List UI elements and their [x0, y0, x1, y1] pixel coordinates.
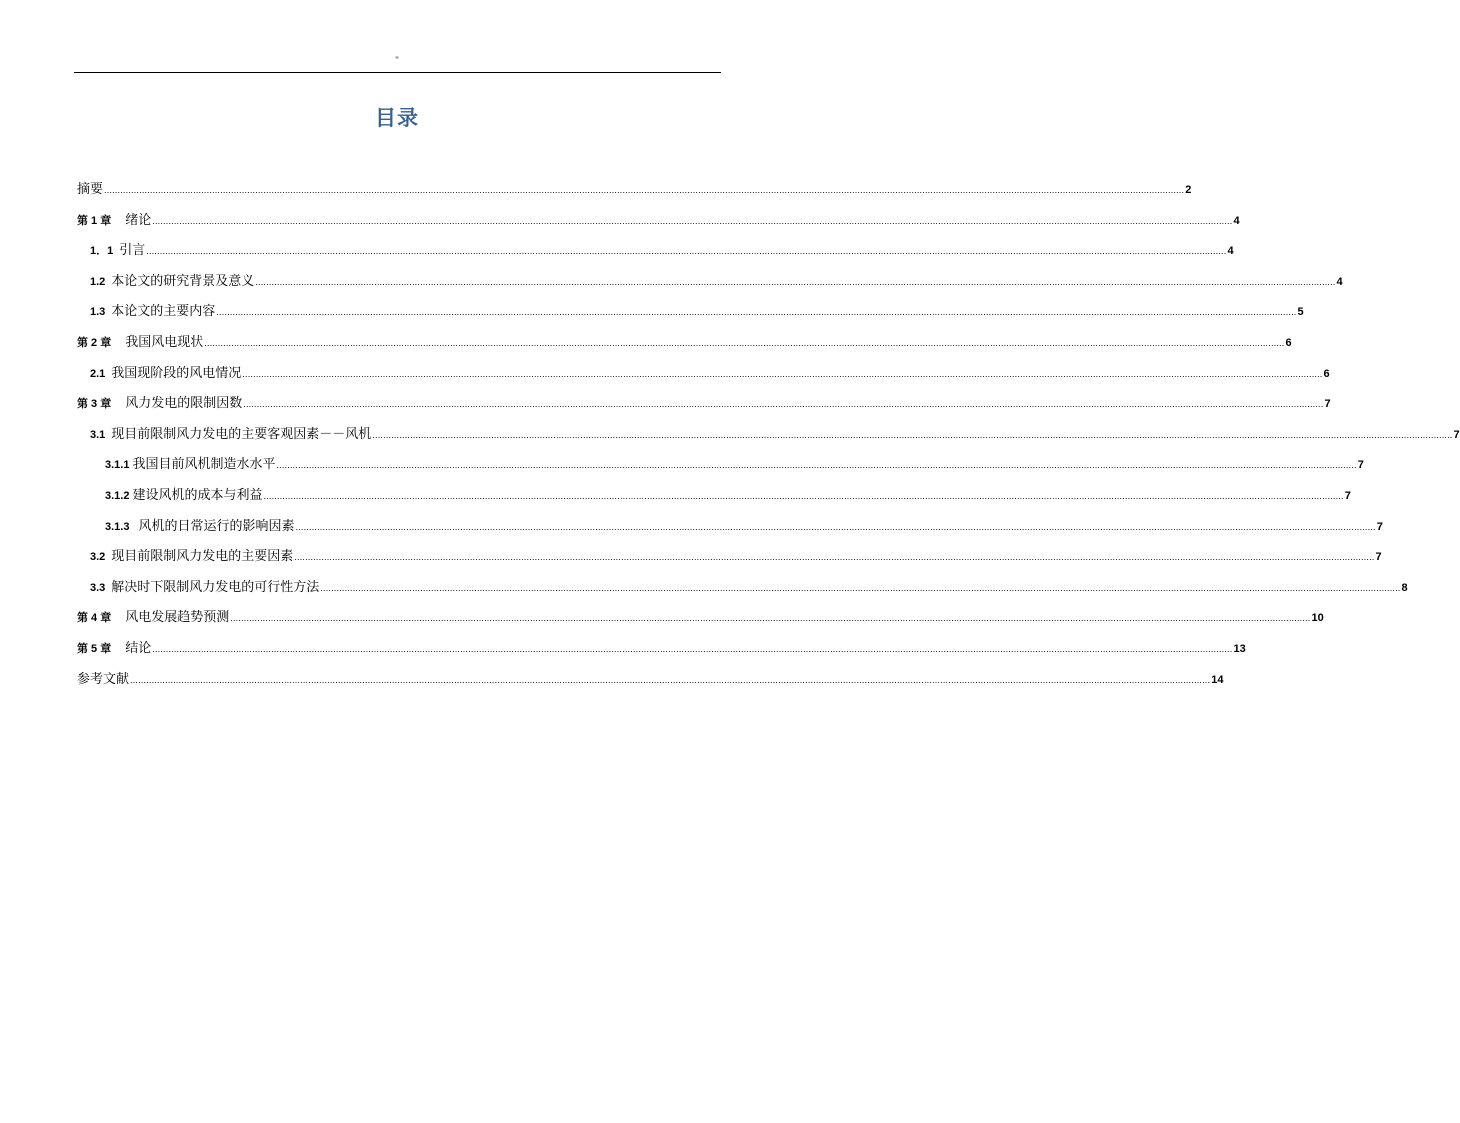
toc-entry-text: 参考文献: [77, 672, 130, 687]
toc-page-number: 10: [1311, 612, 1324, 624]
toc-page-number: 7: [1324, 398, 1331, 410]
toc-entry[interactable]: [77, 639, 1246, 659]
toc-entry[interactable]: [90, 364, 1330, 384]
toc-dot-leader: ................................................................................................................................................................................................................................................................................................................................................................................................................: [372, 430, 1453, 440]
toc-entry-label: [90, 364, 241, 384]
toc-page-number: 6: [1323, 368, 1330, 380]
toc-entry-text: 本论文的主要内容: [111, 304, 216, 319]
toc-entry-number: 第 1 章: [77, 215, 112, 227]
toc-entry-label: [105, 517, 294, 537]
toc-page-number: 7: [1376, 521, 1383, 533]
toc-entry-label: [77, 639, 151, 659]
toc-entry[interactable]: [90, 302, 1304, 322]
toc-entry-label: [105, 486, 262, 506]
toc-page-number: 4: [1227, 245, 1234, 257]
toc-entry-text: 现目前限制风力发电的主要客观因素－－风机: [111, 427, 372, 442]
toc-entry[interactable]: [77, 394, 1331, 414]
toc-entry[interactable]: [105, 517, 1383, 537]
toc-page-number: 6: [1285, 337, 1292, 349]
toc-entry-text: 建设风机的成本与利益: [132, 488, 263, 503]
toc-dot-leader: ................................................................................................................................................................................................................................................................................................................................................................................................................: [242, 369, 1323, 379]
toc-entry-number: 第 3 章: [77, 398, 112, 410]
toc-entry-label: [90, 425, 371, 445]
toc-entry-text: 我国现阶段的风电情况: [111, 366, 242, 381]
toc-entry-label: [90, 302, 215, 322]
toc-dot-leader: ................................................................................................................................................................................................................................................................................................................................................................................................................: [216, 307, 1297, 317]
toc-entry-text: 风机的日常运行的影响因素: [138, 519, 295, 534]
toc-entry-number: 第 2 章: [77, 337, 112, 349]
toc-entry-text: 本论文的研究背景及意义: [111, 274, 255, 289]
toc-entry-label: [90, 578, 319, 598]
toc-entry[interactable]: [105, 486, 1351, 506]
toc-entry-text: 现目前限制风力发电的主要因素: [111, 549, 294, 564]
toc-entry-label: [105, 455, 275, 475]
toc-entry-label: [77, 333, 203, 353]
header-mark: '': [395, 55, 399, 65]
toc-dot-leader: ................................................................................................................................................................................................................................................................................................................................................................................................................: [243, 399, 1324, 409]
toc-entry[interactable]: [77, 211, 1240, 231]
toc-page-number: 8: [1401, 582, 1408, 594]
toc-entry-number: 2.1: [90, 368, 106, 380]
toc-entry-number: 第 5 章: [77, 643, 112, 655]
toc-entry-text: 我国风电现状: [125, 335, 204, 350]
toc-page-number: 5: [1297, 306, 1304, 318]
toc-entry-text: 风电发展趋势预测: [125, 610, 230, 625]
toc-entry-number: 3.2: [90, 551, 106, 563]
toc-dot-leader: ................................................................................................................................................................................................................................................................................................................................................................................................................: [294, 552, 1375, 562]
toc-dot-leader: ................................................................................................................................................................................................................................................................................................................................................................................................................: [130, 675, 1211, 685]
toc-entry-label: [90, 272, 254, 292]
toc-entry-text: 引言: [119, 243, 146, 258]
toc-entry[interactable]: [90, 547, 1382, 567]
toc-entry-number: 3.1: [90, 429, 106, 441]
toc-entry[interactable]: [105, 455, 1364, 475]
toc-entry[interactable]: [77, 608, 1324, 628]
toc-entry-number: 3.1.2: [105, 490, 130, 502]
toc-entry-label: [77, 180, 103, 200]
toc-page-number: 7: [1357, 459, 1364, 471]
toc-dot-leader: ................................................................................................................................................................................................................................................................................................................................................................................................................: [146, 246, 1227, 256]
toc-entry-text: 解决时下限制风力发电的可行性方法: [111, 580, 320, 595]
toc-entry-label: [90, 241, 145, 261]
toc-page-number: 4: [1233, 215, 1240, 227]
toc-entry-text: 摘要: [77, 182, 104, 197]
toc-page-number: 7: [1453, 429, 1460, 441]
toc-dot-leader: ................................................................................................................................................................................................................................................................................................................................................................................................................: [276, 460, 1357, 470]
toc-entry[interactable]: [77, 670, 1224, 690]
toc-dot-leader: ................................................................................................................................................................................................................................................................................................................................................................................................................: [230, 613, 1311, 623]
toc-entry-label: [90, 547, 293, 567]
toc-dot-leader: ................................................................................................................................................................................................................................................................................................................................................................................................................: [263, 491, 1344, 501]
toc-page-number: 14: [1211, 674, 1224, 686]
toc-entry-number: 3.1.3: [105, 521, 130, 533]
toc-entry[interactable]: [77, 180, 1192, 200]
toc-page-number: 4: [1336, 276, 1343, 288]
toc-entry-number: 1.2: [90, 276, 106, 288]
toc-entry-number: 3.3: [90, 582, 106, 594]
toc-entry[interactable]: [90, 272, 1343, 292]
toc-entry-number: 3.1.1: [105, 459, 130, 471]
toc-dot-leader: ................................................................................................................................................................................................................................................................................................................................................................................................................: [295, 522, 1376, 532]
toc-entry-text: 结论: [125, 641, 152, 656]
toc-page-number: 2: [1185, 184, 1192, 196]
toc-dot-leader: ................................................................................................................................................................................................................................................................................................................................................................................................................: [152, 216, 1233, 226]
toc-dot-leader: ................................................................................................................................................................................................................................................................................................................................................................................................................: [255, 277, 1336, 287]
toc-entry-label: [77, 211, 151, 231]
toc-entry-text: 我国目前风机制造水水平: [132, 457, 276, 472]
toc-page-number: 7: [1375, 551, 1382, 563]
toc-entry-number: 第 4 章: [77, 612, 112, 624]
toc-entry[interactable]: [90, 425, 1460, 445]
toc-entry-text: 绪论: [125, 213, 152, 228]
toc-dot-leader: ................................................................................................................................................................................................................................................................................................................................................................................................................: [320, 583, 1401, 593]
toc-entry[interactable]: [90, 578, 1408, 598]
toc-entry-number: 1．1: [90, 245, 114, 257]
toc-title: 目录: [375, 106, 419, 130]
toc-dot-leader: ................................................................................................................................................................................................................................................................................................................................................................................................................: [204, 338, 1285, 348]
toc-entry[interactable]: [90, 241, 1234, 261]
toc-entry-label: [77, 608, 229, 628]
toc-entry-number: 1.3: [90, 306, 106, 318]
toc-entry-label: [77, 394, 242, 414]
toc-page-number: 13: [1233, 643, 1246, 655]
toc-entry-text: 风力发电的限制因数: [125, 396, 243, 411]
toc-page-number: 7: [1344, 490, 1351, 502]
toc-dot-leader: ................................................................................................................................................................................................................................................................................................................................................................................................................: [152, 644, 1233, 654]
toc-entry[interactable]: [77, 333, 1292, 353]
toc-dot-leader: ................................................................................................................................................................................................................................................................................................................................................................................................................: [104, 185, 1185, 195]
toc-entry-label: [77, 670, 129, 690]
